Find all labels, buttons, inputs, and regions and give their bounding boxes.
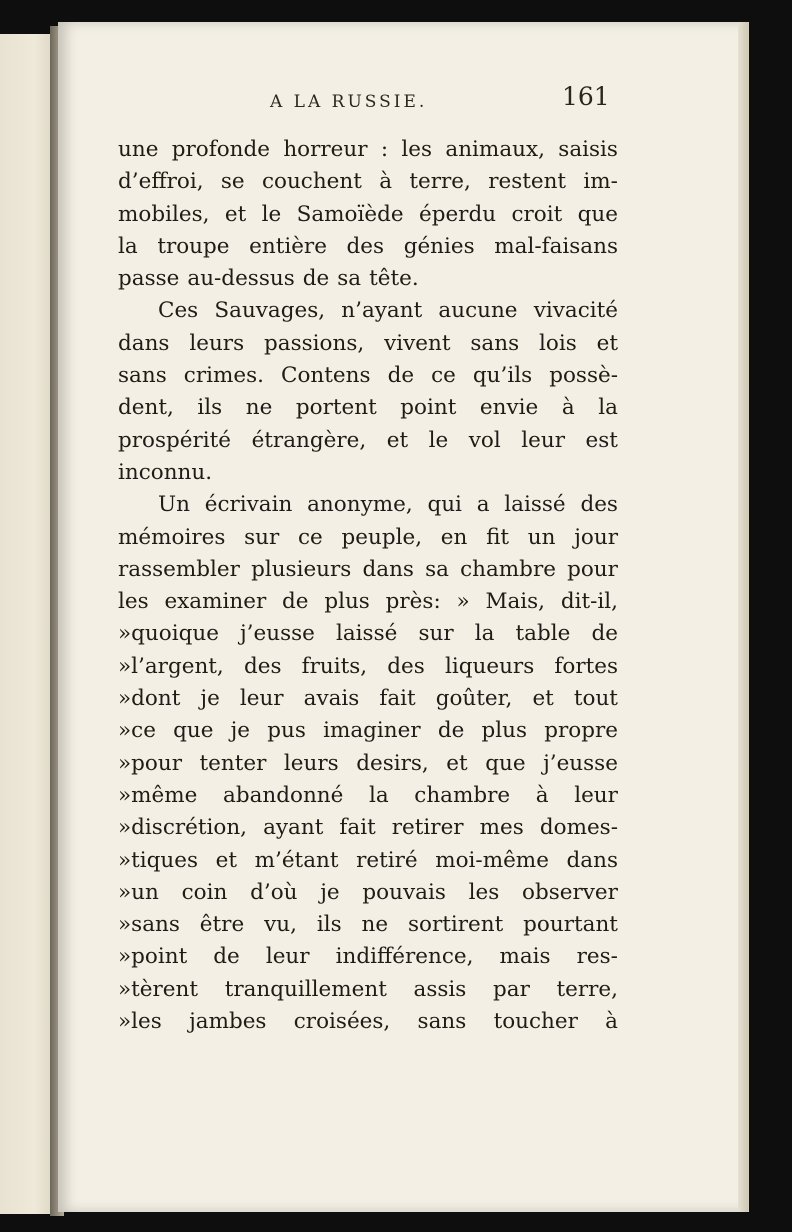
word: Contens [281, 363, 371, 389]
word: laissé [335, 621, 398, 647]
text-line [118, 812, 618, 844]
text-line [118, 780, 618, 812]
word: d’où [250, 879, 298, 905]
word: point [400, 395, 457, 421]
word: indifférence, [335, 944, 474, 970]
word: chambre [460, 556, 556, 582]
word: Samoïède [296, 201, 404, 227]
word: des [387, 653, 425, 679]
quote-mark: » [118, 944, 132, 970]
word: je [200, 686, 220, 712]
word: la [118, 233, 138, 259]
text-line [118, 941, 618, 973]
word: laissé [504, 492, 566, 518]
quote-mark: » [118, 815, 132, 841]
word: j’eusse [543, 750, 618, 776]
word: sortirent [408, 912, 504, 938]
word: et [532, 686, 554, 712]
text-line [118, 1006, 618, 1038]
text-line [118, 586, 618, 618]
text-line [118, 909, 618, 941]
word: mes [479, 815, 524, 841]
word: leur [574, 782, 618, 808]
word: être [199, 912, 245, 938]
word: ce [131, 718, 156, 744]
word: tranquillement [224, 976, 387, 1002]
quote-mark: » [118, 750, 132, 776]
word: pourtant [523, 912, 618, 938]
word: et [596, 330, 618, 356]
word: fit [486, 524, 510, 550]
word: dont [131, 686, 181, 712]
text-line [118, 683, 618, 715]
word: possè- [549, 363, 618, 389]
word: horreur [283, 137, 368, 162]
text-line [118, 328, 618, 360]
word: le [261, 201, 282, 227]
word: Mais, [485, 589, 546, 615]
word: vu, [264, 912, 297, 938]
word: éperdu [418, 201, 497, 227]
word: crimes. [183, 363, 264, 389]
word: m’étant [254, 847, 339, 873]
word: leurs [189, 330, 245, 356]
word: la [368, 782, 389, 808]
text-line [118, 425, 618, 457]
word: abandonné [223, 782, 344, 808]
text-line [118, 457, 618, 489]
text-line [118, 845, 618, 877]
word: de [387, 363, 415, 389]
text-line [118, 392, 618, 424]
word: croit [511, 201, 563, 227]
body-text [118, 134, 618, 1038]
word: tiques [131, 847, 199, 873]
word: qu’ils [472, 363, 533, 389]
word: à [561, 395, 575, 421]
word: fait [379, 686, 416, 712]
word: aucune [438, 298, 518, 324]
word: anonyme, [307, 492, 413, 518]
text-line [118, 748, 618, 780]
word: plus [481, 718, 528, 744]
word: desirs, [356, 750, 429, 776]
word: profonde [171, 137, 270, 162]
word: tête. [369, 266, 419, 292]
word: à [379, 169, 393, 195]
word: ce [431, 363, 456, 389]
text-line [118, 974, 618, 1006]
word: étrangère, [251, 427, 367, 453]
word: dit-il, [560, 589, 618, 615]
word: sans [131, 912, 180, 938]
text-line [118, 263, 618, 295]
quote-mark: » [118, 976, 132, 1002]
text-line [118, 360, 618, 392]
word: retiré [356, 847, 418, 873]
quote-mark: » [118, 782, 132, 808]
word: terre, [409, 169, 471, 195]
word: que [173, 718, 214, 744]
quote-mark: » [118, 879, 132, 905]
quote-mark: » [118, 1009, 132, 1035]
word: jour [574, 524, 618, 550]
word: envie [479, 395, 539, 421]
word: au-dessus [187, 266, 295, 292]
word: est [585, 427, 618, 453]
word: quoique [131, 621, 219, 647]
word: rassembler [118, 556, 240, 582]
word: l’argent, [131, 653, 224, 679]
word: passe [118, 266, 180, 292]
word: table [515, 621, 571, 647]
word: prospérité [118, 427, 232, 453]
word: toucher [493, 1009, 578, 1035]
quote-mark: » [118, 653, 132, 679]
word: : [380, 137, 389, 162]
word: chambre [414, 782, 511, 808]
word: fait [339, 815, 376, 841]
word: goûter, [435, 686, 513, 712]
quote-mark: » [118, 621, 132, 647]
word: les [468, 879, 500, 905]
word: observer [522, 879, 618, 905]
word: la [474, 621, 495, 647]
word: domes- [539, 815, 618, 841]
word: ne [361, 912, 389, 938]
word: tenter [199, 750, 267, 776]
word: peuple, [341, 524, 423, 550]
word: par [492, 976, 530, 1002]
quote-mark: » [118, 912, 132, 938]
text-line [118, 522, 618, 554]
word: n’ayant [341, 298, 423, 324]
word: vol [468, 427, 501, 453]
word: sur [244, 524, 280, 550]
word: plusieurs [251, 556, 352, 582]
word: jambes [189, 1009, 267, 1035]
word: un [527, 524, 556, 550]
word: liqueurs [445, 653, 535, 679]
word: terre, [556, 976, 618, 1002]
word: portent [295, 395, 377, 421]
word: sans [417, 1009, 467, 1035]
word: fortes [554, 653, 618, 679]
word: moi-même [435, 847, 549, 873]
word: à [535, 782, 549, 808]
quote-mark: » [118, 718, 132, 744]
text-line [118, 618, 618, 650]
text-line [118, 231, 618, 263]
word: restent [488, 169, 567, 195]
word: et [386, 427, 409, 453]
word: même [131, 782, 198, 808]
page-edge [738, 22, 748, 1212]
word: des [243, 653, 282, 679]
word: pus [267, 718, 306, 744]
word: tèrent [131, 976, 199, 1002]
word: mémoires [118, 524, 226, 550]
word: une [118, 137, 159, 162]
word: avais [303, 686, 360, 712]
word: près: [385, 589, 441, 615]
word: ils [197, 395, 223, 421]
word: dans [362, 556, 414, 582]
word: animaux, [445, 137, 545, 162]
word: leurs [283, 750, 339, 776]
word: de [591, 621, 618, 647]
word: mais [499, 944, 551, 970]
page-number: 161 [562, 82, 610, 111]
word: de [302, 266, 330, 292]
word: un [131, 879, 159, 905]
word: plus [324, 589, 370, 615]
word: coin [181, 879, 228, 905]
word: propre [544, 718, 618, 744]
word: et [224, 201, 247, 227]
word: res- [576, 944, 618, 970]
word: écrivain [204, 492, 293, 518]
word: fruits, [301, 653, 368, 679]
word: d’effroi, [118, 169, 204, 195]
word: point [131, 944, 188, 970]
quote-mark: » [118, 847, 132, 873]
quote-mark: » [118, 686, 132, 712]
word: tout [573, 686, 618, 712]
word: im- [583, 169, 618, 195]
word: que [577, 201, 618, 227]
text-line [118, 199, 618, 231]
word: vivent [384, 330, 451, 356]
word: troupe [157, 233, 230, 259]
word: Ces [158, 298, 199, 324]
word: pour [131, 750, 182, 776]
word: sans [470, 330, 520, 356]
word: mobiles, [118, 201, 210, 227]
word: Un [158, 492, 190, 518]
word: je [230, 718, 251, 744]
word: ce [298, 524, 323, 550]
word: imaginer [323, 718, 421, 744]
word: génies [403, 233, 475, 259]
word: Sauvages, [214, 298, 326, 324]
text-line [118, 489, 618, 521]
running-head: A LA RUSSIE. [270, 92, 428, 112]
word: en [440, 524, 468, 550]
word: lois [539, 330, 577, 356]
word: les [131, 1009, 162, 1035]
word: » [456, 589, 470, 615]
word: et [215, 847, 238, 873]
text-line [118, 166, 618, 198]
word: à [605, 1009, 618, 1035]
word: le [428, 427, 449, 453]
text-line [118, 134, 618, 166]
text-line [118, 715, 618, 747]
word: la [598, 395, 618, 421]
word: des [346, 233, 385, 259]
word: pour [567, 556, 618, 582]
word: saisis [558, 137, 618, 162]
word: ayant [263, 815, 324, 841]
text-line [118, 554, 618, 586]
text-line [118, 877, 618, 909]
word: vivacité [533, 298, 618, 324]
word: dans [566, 847, 618, 873]
word: couchent [261, 169, 362, 195]
text-line [118, 651, 618, 683]
word: les [118, 589, 149, 615]
word: retirer [391, 815, 464, 841]
word: leur [265, 944, 310, 970]
word: de [213, 944, 240, 970]
text-line [118, 295, 618, 327]
word: qui [427, 492, 462, 518]
word: des [580, 492, 618, 518]
word: sa [337, 266, 362, 292]
word: leur [521, 427, 566, 453]
word: sans [118, 363, 167, 389]
word: examiner [164, 589, 267, 615]
word: a [476, 492, 490, 518]
word: ne [245, 395, 273, 421]
word: je [320, 879, 340, 905]
word: j’eusse [240, 621, 315, 647]
word: pouvais [362, 879, 446, 905]
word: mal-faisans [494, 233, 618, 259]
word: que [485, 750, 526, 776]
word: de [282, 589, 309, 615]
word: inconnu. [118, 459, 213, 485]
word: leur [239, 686, 284, 712]
word: entière [249, 233, 327, 259]
word: les [401, 137, 433, 162]
word: dans [118, 330, 170, 356]
word: et [446, 750, 468, 776]
word: discrétion, [131, 815, 248, 841]
word: assis [413, 976, 467, 1002]
word: se [220, 169, 245, 195]
word: passions, [264, 330, 365, 356]
word: dent, [118, 395, 174, 421]
word: sa [425, 556, 449, 582]
word: sur [418, 621, 454, 647]
word: ils [316, 912, 342, 938]
word: de [437, 718, 465, 744]
word: croisées, [293, 1009, 391, 1035]
